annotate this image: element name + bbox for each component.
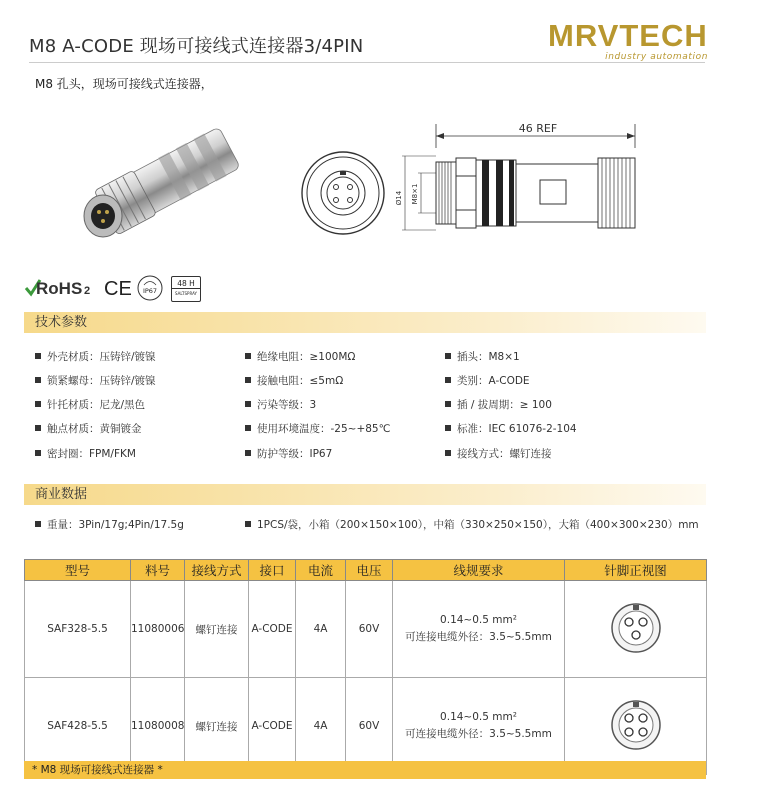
col-gauge: 线规要求 (393, 560, 565, 581)
cell-current: 4A (296, 581, 346, 678)
packaging-info (245, 517, 699, 532)
spec-item (35, 349, 156, 364)
spec-item (445, 349, 520, 364)
cell-model: SAF328-5.5 (25, 581, 131, 678)
bullet-icon (35, 401, 41, 407)
tech-section-header: 技术参数 (24, 312, 706, 333)
spec-text: 外壳材质：压铸锌/镀镍 (47, 351, 156, 363)
bullet-icon (445, 377, 451, 383)
col-pin-view: 针脚正视图 (565, 560, 707, 581)
bullet-icon (245, 377, 251, 383)
table-row (25, 581, 707, 678)
col-model: 型号 (25, 560, 131, 581)
brand-name: MRVTECH (548, 18, 708, 53)
spec-text: 类别：A-CODE (457, 375, 530, 387)
pin-layout-4-icon (610, 699, 662, 751)
product-photo (70, 115, 255, 250)
packaging-text: 1PCS/袋，小箱（200×150×100），中箱（330×250×150），大箱（400×300×230）mm (257, 519, 699, 531)
page-title: M8 A-CODE 现场可接线式连接器3/4PIN (29, 36, 364, 57)
ip-label: IP67 (142, 287, 158, 295)
brand-tagline: industry automation (605, 52, 708, 62)
dimension-diameter: Ø14 (395, 190, 403, 206)
bullet-icon (35, 425, 41, 431)
cable-text: 可连接电缆外径：3.5~5.5mm (405, 631, 552, 643)
cell-gauge (393, 678, 565, 775)
rohs-sub: 2 (84, 285, 91, 297)
spec-item (245, 397, 316, 412)
bullet-icon (245, 450, 251, 456)
spec-text: 触点材质：黄铜镀金 (47, 423, 142, 435)
spec-text: 针托材质：尼龙/黑色 (47, 399, 146, 411)
saltspray-label: SALTSPRAY (175, 291, 197, 296)
col-wiring: 接线方式 (185, 560, 249, 581)
front-view-drawing (300, 150, 386, 236)
cell-wiring: 螺钉连接 (185, 581, 249, 678)
cell-part: 11080006 (131, 581, 185, 678)
spec-item (445, 421, 577, 436)
cell-part: 11080008 (131, 678, 185, 775)
spec-item (35, 446, 136, 461)
spec-item (445, 373, 530, 388)
spec-text: 接触电阻：≤5mΩ (257, 375, 344, 387)
spec-item (35, 397, 145, 412)
weight-info (35, 517, 184, 532)
cell-interface: A-CODE (249, 678, 296, 775)
spec-text: 绝缘电阻：≥100MΩ (257, 351, 356, 363)
side-view-drawing (390, 118, 665, 243)
spec-text: 标准：IEC 61076-2-104 (457, 423, 577, 435)
cell-gauge (393, 581, 565, 678)
spec-item (245, 446, 332, 461)
ce-mark: CE (104, 278, 132, 300)
bullet-icon (445, 401, 451, 407)
cell-wiring: 螺钉连接 (185, 678, 249, 775)
bullet-icon (245, 401, 251, 407)
rohs-label: RoHS (36, 279, 83, 298)
bullet-icon (245, 425, 251, 431)
spec-item (35, 373, 156, 388)
spec-text: 接线方式：螺钉连接 (457, 448, 552, 460)
commercial-section-header: 商业数据 (24, 484, 706, 505)
spec-text: 插 / 拔周期：≥ 100 (457, 399, 552, 411)
cell-voltage: 60V (346, 581, 393, 678)
spec-text: 使用环境温度：-25~+85℃ (257, 423, 391, 435)
spec-item (35, 421, 142, 436)
cell-model: SAF428-5.5 (25, 678, 131, 775)
saltspray-badge (171, 276, 201, 302)
spec-item (445, 397, 552, 412)
col-current: 电流 (296, 560, 346, 581)
cell-pin-view (565, 678, 707, 775)
spec-item (445, 446, 552, 461)
col-interface: 接口 (249, 560, 296, 581)
brand-logo (548, 20, 708, 68)
bullet-icon (35, 377, 41, 383)
dimension-thread: M8×1 (411, 183, 419, 205)
footer-note: * M8 现场可接线式连接器 * (24, 761, 706, 779)
spec-text: 密封圈：FPM/FKM (47, 448, 136, 460)
rohs-badge (24, 276, 94, 302)
weight-text: 重量：3Pin/17g;4Pin/17.5g (47, 519, 184, 531)
product-subtitle: M8 孔头，现场可接线式连接器， (35, 77, 213, 91)
gauge-text: 0.14~0.5 mm² (440, 614, 517, 626)
cell-pin-view (565, 581, 707, 678)
product-table (24, 559, 707, 775)
bullet-icon (445, 425, 451, 431)
gauge-text: 0.14~0.5 mm² (440, 711, 517, 723)
col-part: 料号 (131, 560, 185, 581)
pin-layout-3-icon (610, 602, 662, 654)
cell-interface: A-CODE (249, 581, 296, 678)
cable-text: 可连接电缆外径：3.5~5.5mm (405, 728, 552, 740)
spec-item (245, 349, 355, 364)
dimension-length: 46 REF (518, 122, 558, 135)
bullet-icon (245, 353, 251, 359)
bullet-icon (35, 353, 41, 359)
saltspray-hours: 48 H (172, 279, 200, 289)
bullet-icon (35, 450, 41, 456)
spec-text: 锁紧螺母：压铸锌/镀镍 (47, 375, 156, 387)
spec-item (245, 421, 390, 436)
bullet-icon (445, 450, 451, 456)
table-row (25, 678, 707, 775)
spec-item (245, 373, 343, 388)
header-divider (29, 62, 705, 63)
spec-text: 防护等级：IP67 (257, 448, 333, 460)
bullet-icon (445, 353, 451, 359)
spec-text: 插头：M8×1 (457, 351, 520, 363)
cell-current: 4A (296, 678, 346, 775)
spec-text: 污染等级：3 (257, 399, 317, 411)
table-header-row (25, 560, 707, 581)
cell-voltage: 60V (346, 678, 393, 775)
col-voltage: 电压 (346, 560, 393, 581)
